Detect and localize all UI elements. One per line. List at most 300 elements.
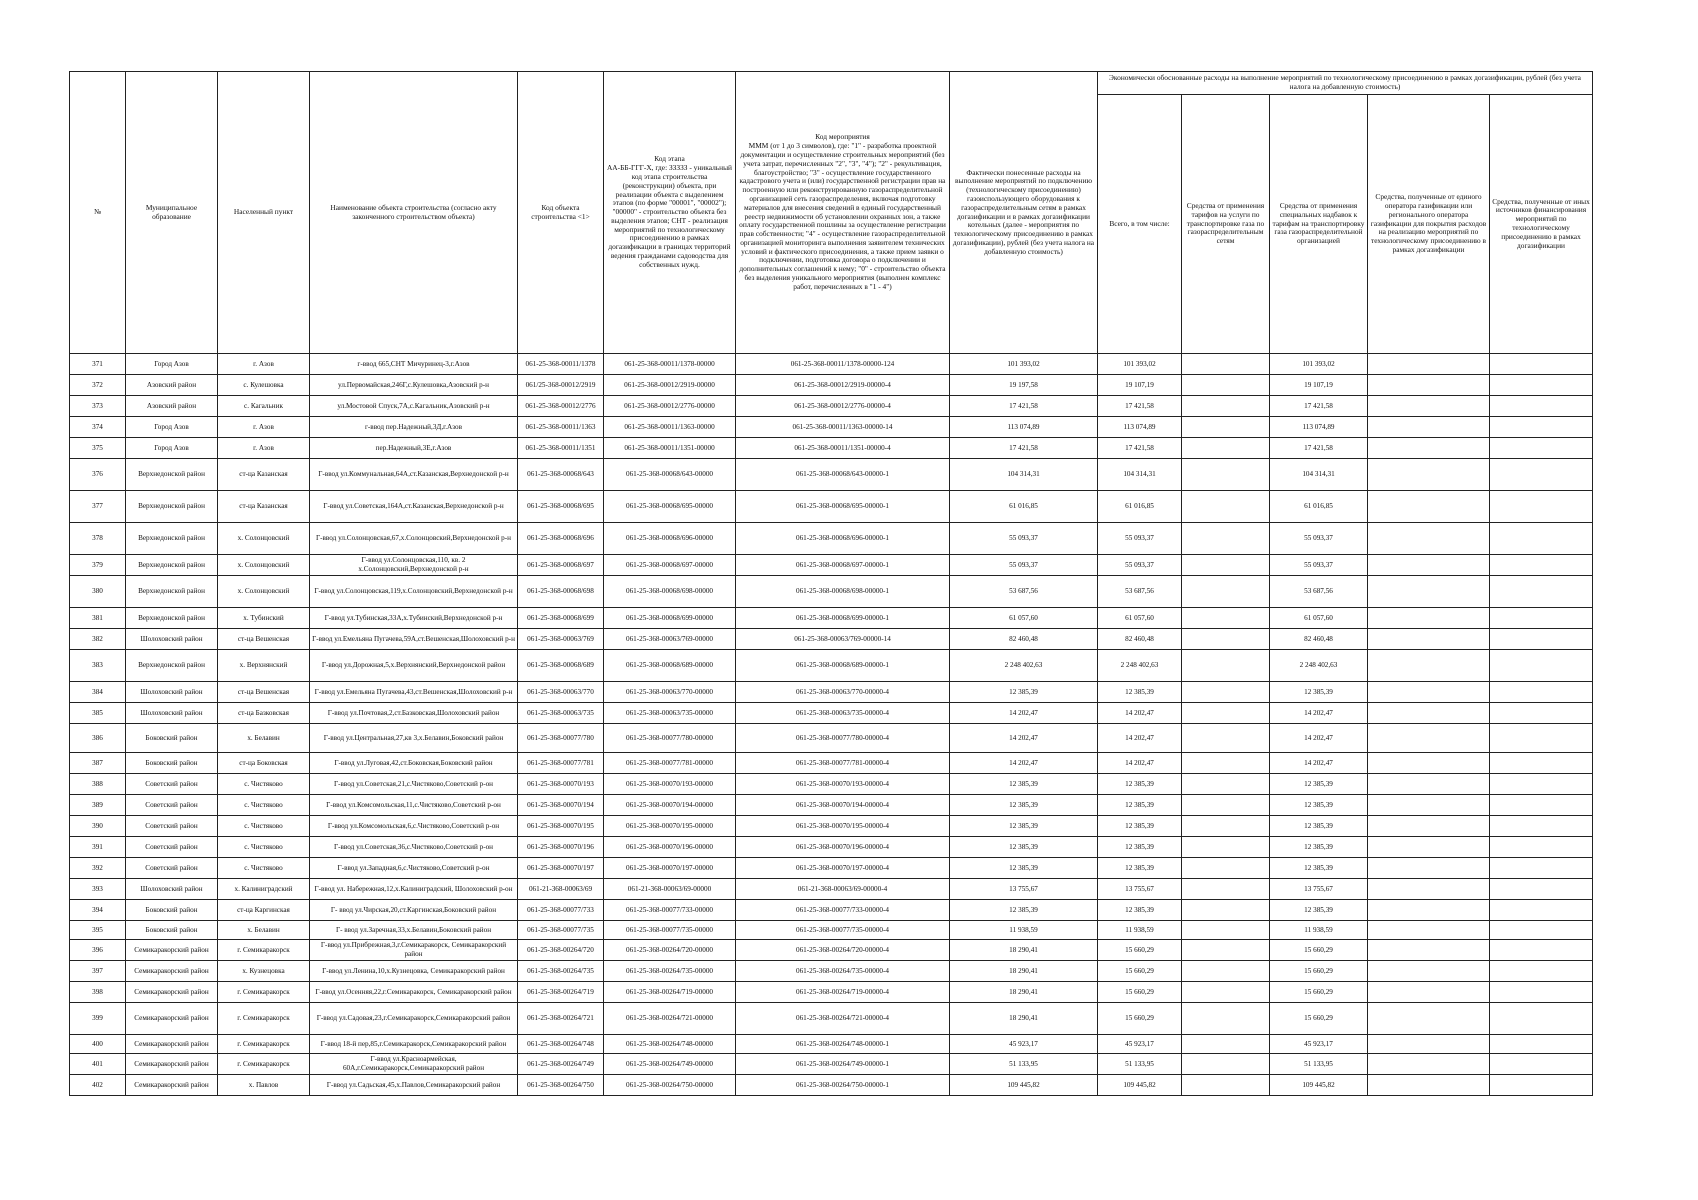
total-cell: 12 385,39 [1098, 682, 1182, 703]
total-cell: 15 660,29 [1098, 982, 1182, 1003]
actual-costs-cell: 14 202,47 [950, 703, 1098, 724]
row-number: 396 [70, 940, 126, 961]
operator-funds-cell [1368, 940, 1490, 961]
object-code-cell: 061-25-368-00077/735 [518, 921, 604, 940]
table-row [70, 816, 1593, 837]
transport-tariffs-cell [1182, 576, 1270, 608]
table-row [70, 900, 1593, 921]
total-cell: 61 016,85 [1098, 491, 1182, 523]
stage-code-cell: 061-21-368-00063/69-00000 [604, 879, 736, 900]
object-code-cell: 061-25-368-00068/695 [518, 491, 604, 523]
object-name-cell: ул.Первомайская,246Г,с.Кулешовка,Азовский р-н [310, 375, 518, 396]
total-cell: 101 393,02 [1098, 354, 1182, 375]
municipality-cell: Верхнедонской район [126, 608, 218, 629]
total-cell: 12 385,39 [1098, 858, 1182, 879]
actual-costs-cell: 14 202,47 [950, 753, 1098, 774]
municipality-cell: Шолоховский район [126, 879, 218, 900]
transport-tariffs-cell [1182, 396, 1270, 417]
table-row [70, 354, 1593, 375]
actual-costs-cell: 18 290,41 [950, 940, 1098, 961]
object-name-cell: Г-ввод ул.Садьская,45,х.Павлов,Семикаракорский район [310, 1075, 518, 1096]
municipality-cell: Боковский район [126, 724, 218, 753]
object-code-cell: 061-25-368-00264/749 [518, 1054, 604, 1075]
header-locality: Населенный пункт [218, 72, 310, 354]
row-number: 393 [70, 879, 126, 900]
operator-funds-cell [1368, 753, 1490, 774]
event-code-cell: 061-25-368-00068/695-00000-1 [736, 491, 950, 523]
row-number: 397 [70, 961, 126, 982]
stage-code-cell: 061-25-368-00011/1378-00000 [604, 354, 736, 375]
event-code-cell: 061-25-368-00264/748-00000-1 [736, 1035, 950, 1054]
object-code-cell: 061-25-368-00063/735 [518, 703, 604, 724]
object-name-cell: Г-ввод ул.Западная,6,с.Чистяково,Советский р-он [310, 858, 518, 879]
stage-code-cell: 061-25-368-00264/750-00000 [604, 1075, 736, 1096]
table-row [70, 940, 1593, 961]
transport-tariffs-cell [1182, 650, 1270, 682]
special-surcharges-cell: 12 385,39 [1270, 900, 1368, 921]
stage-code-cell: 061-25-368-00012/2776-00000 [604, 396, 736, 417]
stage-code-cell: 061-25-368-00077/735-00000 [604, 921, 736, 940]
object-name-cell: Г- ввод ул.Чирская,20,ст.Каргинская,Боковский район [310, 900, 518, 921]
object-code-cell: 061-25-368-00077/781 [518, 753, 604, 774]
operator-funds-cell [1368, 459, 1490, 491]
locality-cell: с. Чистяково [218, 837, 310, 858]
municipality-cell: Верхнедонской район [126, 576, 218, 608]
other-sources-cell [1490, 879, 1593, 900]
transport-tariffs-cell [1182, 774, 1270, 795]
other-sources-cell [1490, 982, 1593, 1003]
operator-funds-cell [1368, 354, 1490, 375]
municipality-cell: Город Азов [126, 354, 218, 375]
object-name-cell: Г-ввод ул.Коммунальная,64А,ст.Казанская,Верхнедонской р-н [310, 459, 518, 491]
event-code-cell: 061-25-368-00070/194-00000-4 [736, 795, 950, 816]
total-cell: 15 660,29 [1098, 1003, 1182, 1035]
special-surcharges-cell: 12 385,39 [1270, 774, 1368, 795]
locality-cell: г. Семикаракорск [218, 1054, 310, 1075]
transport-tariffs-cell [1182, 982, 1270, 1003]
row-number: 390 [70, 816, 126, 837]
other-sources-cell [1490, 1075, 1593, 1096]
event-code-cell: 061-25-368-00063/769-00000-14 [736, 629, 950, 650]
municipality-cell: Шолоховский район [126, 703, 218, 724]
actual-costs-cell: 61 057,60 [950, 608, 1098, 629]
total-cell: 14 202,47 [1098, 753, 1182, 774]
object-code-cell: 061-25-368-00068/643 [518, 459, 604, 491]
operator-funds-cell [1368, 1035, 1490, 1054]
transport-tariffs-cell [1182, 682, 1270, 703]
object-code-cell: 061-25-368-00264/720 [518, 940, 604, 961]
total-cell: 19 107,19 [1098, 375, 1182, 396]
object-name-cell: Г-ввод ул.Емельяна Пугачева,43,ст.Вешенская,Шолоховский р-н [310, 682, 518, 703]
stage-code-cell: 061-25-368-00264/735-00000 [604, 961, 736, 982]
municipality-cell: Верхнедонской район [126, 650, 218, 682]
operator-funds-cell [1368, 982, 1490, 1003]
actual-costs-cell: 12 385,39 [950, 837, 1098, 858]
other-sources-cell [1490, 491, 1593, 523]
other-sources-cell [1490, 354, 1593, 375]
actual-costs-cell: 109 445,82 [950, 1075, 1098, 1096]
table-row [70, 417, 1593, 438]
event-code-cell: 061-25-368-00264/750-00000-1 [736, 1075, 950, 1096]
transport-tariffs-cell [1182, 900, 1270, 921]
table-row [70, 703, 1593, 724]
table-row [70, 576, 1593, 608]
operator-funds-cell [1368, 795, 1490, 816]
locality-cell: х. Белавин [218, 921, 310, 940]
municipality-cell: Советский район [126, 858, 218, 879]
transport-tariffs-cell [1182, 417, 1270, 438]
municipality-cell: Верхнедонской район [126, 459, 218, 491]
stage-code-cell: 061-25-368-00068/698-00000 [604, 576, 736, 608]
municipality-cell: Семикаракорский район [126, 1035, 218, 1054]
object-name-cell: Г-ввод ул.Луговая,42,ст.Боковская,Боковский район [310, 753, 518, 774]
locality-cell: ст-ца Вешенская [218, 682, 310, 703]
row-number: 373 [70, 396, 126, 417]
total-cell: 55 093,37 [1098, 555, 1182, 576]
object-name-cell: Г-ввод ул.Прибрежная,3,г.Семикаракорск, Семикаракорский район [310, 940, 518, 961]
row-number: 378 [70, 523, 126, 555]
object-code-cell: 061-25-368-00264/735 [518, 961, 604, 982]
object-code-cell: 061-25-368-00070/195 [518, 816, 604, 837]
special-surcharges-cell: 53 687,56 [1270, 576, 1368, 608]
special-surcharges-cell: 13 755,67 [1270, 879, 1368, 900]
other-sources-cell [1490, 682, 1593, 703]
operator-funds-cell [1368, 879, 1490, 900]
actual-costs-cell: 61 016,85 [950, 491, 1098, 523]
stage-code-cell: 061-25-368-00077/781-00000 [604, 753, 736, 774]
header-object-code: Код объекта строительства <1> [518, 72, 604, 354]
locality-cell: х. Калиниградский [218, 879, 310, 900]
special-surcharges-cell: 2 248 402,63 [1270, 650, 1368, 682]
special-surcharges-cell: 51 133,95 [1270, 1054, 1368, 1075]
other-sources-cell [1490, 1003, 1593, 1035]
operator-funds-cell [1368, 650, 1490, 682]
operator-funds-cell [1368, 438, 1490, 459]
transport-tariffs-cell [1182, 491, 1270, 523]
row-number: 380 [70, 576, 126, 608]
actual-costs-cell: 18 290,41 [950, 1003, 1098, 1035]
special-surcharges-cell: 12 385,39 [1270, 816, 1368, 837]
total-cell: 53 687,56 [1098, 576, 1182, 608]
total-cell: 55 093,37 [1098, 523, 1182, 555]
special-surcharges-cell: 12 385,39 [1270, 837, 1368, 858]
operator-funds-cell [1368, 703, 1490, 724]
actual-costs-cell: 104 314,31 [950, 459, 1098, 491]
object-code-cell: 061-25-368-00070/194 [518, 795, 604, 816]
row-number: 398 [70, 982, 126, 1003]
stage-code-cell: 061-25-368-00264/721-00000 [604, 1003, 736, 1035]
special-surcharges-cell: 15 660,29 [1270, 961, 1368, 982]
header-other-sources: Средства, полученные от иных источников финансирования мероприятий по технологическому присоединению в рамках догазификации [1490, 95, 1593, 354]
row-number: 371 [70, 354, 126, 375]
operator-funds-cell [1368, 417, 1490, 438]
municipality-cell: Верхнедонской район [126, 555, 218, 576]
object-name-cell: Г-ввод ул.Осенняя,22,г.Семикаракорск, Семикаракорский район [310, 982, 518, 1003]
locality-cell: ст-ца Казанская [218, 491, 310, 523]
stage-code-cell: 061-25-368-00070/196-00000 [604, 837, 736, 858]
object-name-cell: Г-ввод ул.Советская,36,с.Чистяково,Советский р-он [310, 837, 518, 858]
operator-funds-cell [1368, 608, 1490, 629]
transport-tariffs-cell [1182, 375, 1270, 396]
operator-funds-cell [1368, 724, 1490, 753]
table-row [70, 629, 1593, 650]
object-name-cell: Г-ввод ул.Комсомольская,11,с.Чистяково,Советский р-он [310, 795, 518, 816]
row-number: 381 [70, 608, 126, 629]
actual-costs-cell: 18 290,41 [950, 961, 1098, 982]
object-code-cell: 061-25-368-00068/697 [518, 555, 604, 576]
locality-cell: с. Чистяково [218, 858, 310, 879]
special-surcharges-cell: 45 923,17 [1270, 1035, 1368, 1054]
locality-cell: г. Семикаракорск [218, 1003, 310, 1035]
other-sources-cell [1490, 921, 1593, 940]
transport-tariffs-cell [1182, 961, 1270, 982]
object-name-cell: Г-ввод ул.Садовая,23,г.Семикаракорск,Семикаракорский район [310, 1003, 518, 1035]
total-cell: 14 202,47 [1098, 703, 1182, 724]
municipality-cell: Азовский район [126, 396, 218, 417]
total-cell: 15 660,29 [1098, 940, 1182, 961]
operator-funds-cell [1368, 921, 1490, 940]
stage-code-cell: 061-25-368-00070/193-00000 [604, 774, 736, 795]
actual-costs-cell: 2 248 402,63 [950, 650, 1098, 682]
total-cell: 45 923,17 [1098, 1035, 1182, 1054]
other-sources-cell [1490, 774, 1593, 795]
total-cell: 17 421,58 [1098, 438, 1182, 459]
operator-funds-cell [1368, 1054, 1490, 1075]
other-sources-cell [1490, 703, 1593, 724]
transport-tariffs-cell [1182, 608, 1270, 629]
event-code-cell: 061-21-368-00063/69-00000-4 [736, 879, 950, 900]
total-cell: 113 074,89 [1098, 417, 1182, 438]
header-stage-code: Код этапа АА-ББ-ГГГ-Х, где: ЗЗЗЗЗ - уникальный код этапа строительства (реконструкции) объекта, при реализации объекта с выделением этапов (по форме "00001", "00002"); "00000" - строительство объекта без выделения этапов; СНТ - реализация мероприятий по технологическому присоединению в рамках догазификации в границах территорий ведения гражданами садоводства для собственных нужд. [604, 72, 736, 354]
special-surcharges-cell: 104 314,31 [1270, 459, 1368, 491]
object-code-cell: 061-21-368-00063/69 [518, 879, 604, 900]
table-row [70, 858, 1593, 879]
transport-tariffs-cell [1182, 438, 1270, 459]
municipality-cell: Боковский район [126, 921, 218, 940]
object-name-cell: г-ввод пер.Надежный,3Д,г.Азов [310, 417, 518, 438]
operator-funds-cell [1368, 523, 1490, 555]
other-sources-cell [1490, 523, 1593, 555]
special-surcharges-cell: 61 016,85 [1270, 491, 1368, 523]
total-cell: 12 385,39 [1098, 816, 1182, 837]
municipality-cell: Шолоховский район [126, 629, 218, 650]
total-cell: 2 248 402,63 [1098, 650, 1182, 682]
transport-tariffs-cell [1182, 724, 1270, 753]
other-sources-cell [1490, 417, 1593, 438]
row-number: 375 [70, 438, 126, 459]
row-number: 379 [70, 555, 126, 576]
municipality-cell: Советский район [126, 816, 218, 837]
stage-code-cell: 061-25-368-00068/697-00000 [604, 555, 736, 576]
event-code-cell: 061-25-368-00264/749-00000-1 [736, 1054, 950, 1075]
transport-tariffs-cell [1182, 1075, 1270, 1096]
stage-code-cell: 061-25-368-00070/194-00000 [604, 795, 736, 816]
special-surcharges-cell: 14 202,47 [1270, 753, 1368, 774]
event-code-cell: 061-25-368-00264/720-00000-4 [736, 940, 950, 961]
event-code-cell: 061-25-368-00011/1378-00000-124 [736, 354, 950, 375]
object-code-cell: 061-25-368-00070/196 [518, 837, 604, 858]
event-code-cell: 061-25-368-00077/735-00000-4 [736, 921, 950, 940]
table-row [70, 1054, 1593, 1075]
actual-costs-cell: 55 093,37 [950, 555, 1098, 576]
locality-cell: г. Семикаракорск [218, 982, 310, 1003]
locality-cell: ст-ца Казанская [218, 459, 310, 491]
transport-tariffs-cell [1182, 795, 1270, 816]
header-object-name: Наименование объекта строительства (согласно акту законченного строительством объекта) [310, 72, 518, 354]
event-code-cell: 061-25-368-00012/2776-00000-4 [736, 396, 950, 417]
event-code-cell: 061-25-368-00264/735-00000-4 [736, 961, 950, 982]
total-cell: 82 460,48 [1098, 629, 1182, 650]
object-code-cell: 061-25-368-00063/770 [518, 682, 604, 703]
table-row [70, 724, 1593, 753]
row-number: 400 [70, 1035, 126, 1054]
stage-code-cell: 061-25-368-00063/769-00000 [604, 629, 736, 650]
municipality-cell: Семикаракорский район [126, 982, 218, 1003]
object-name-cell: Г-ввод ул.Солонцовская,119,х.Солонцовский,Верхнедонской р-н [310, 576, 518, 608]
total-cell: 109 445,82 [1098, 1075, 1182, 1096]
other-sources-cell [1490, 396, 1593, 417]
locality-cell: г. Азов [218, 417, 310, 438]
municipality-cell: Город Азов [126, 438, 218, 459]
object-name-cell: Г-ввод ул.Советская,21,с.Чистяково,Советский р-он [310, 774, 518, 795]
locality-cell: ст-ца Боковская [218, 753, 310, 774]
locality-cell: х. Солонцовский [218, 523, 310, 555]
special-surcharges-cell: 15 660,29 [1270, 982, 1368, 1003]
actual-costs-cell: 12 385,39 [950, 795, 1098, 816]
actual-costs-cell: 19 197,58 [950, 375, 1098, 396]
object-name-cell: Г-ввод ул.Емельяна Пугачева,59А,ст.Вешенская,Шолоховский р-н [310, 629, 518, 650]
row-number: 394 [70, 900, 126, 921]
object-name-cell: г-ввод 665,СНТ Мичуринец-3,г.Азов [310, 354, 518, 375]
actual-costs-cell: 13 755,67 [950, 879, 1098, 900]
special-surcharges-cell: 101 393,02 [1270, 354, 1368, 375]
object-code-cell: 061-25-368-00070/197 [518, 858, 604, 879]
special-surcharges-cell: 19 107,19 [1270, 375, 1368, 396]
other-sources-cell [1490, 795, 1593, 816]
object-name-cell: Г-ввод ул.Почтовая,2,ст.Базковская,Шолоховский район [310, 703, 518, 724]
special-surcharges-cell: 15 660,29 [1270, 940, 1368, 961]
municipality-cell: Семикаракорский район [126, 1075, 218, 1096]
row-number: 402 [70, 1075, 126, 1096]
locality-cell: х. Павлов [218, 1075, 310, 1096]
event-code-cell: 061-25-368-00077/733-00000-4 [736, 900, 950, 921]
event-code-cell: 061-25-368-00063/735-00000-4 [736, 703, 950, 724]
event-code-cell: 061-25-368-00011/1351-00000-4 [736, 438, 950, 459]
operator-funds-cell [1368, 816, 1490, 837]
locality-cell: ст-ца Базковская [218, 703, 310, 724]
object-code-cell: 061-25-368-00063/769 [518, 629, 604, 650]
transport-tariffs-cell [1182, 703, 1270, 724]
stage-code-cell: 061-25-368-00264/748-00000 [604, 1035, 736, 1054]
stage-code-cell: 061-25-368-00264/720-00000 [604, 940, 736, 961]
object-code-cell: 061-25-368-00068/696 [518, 523, 604, 555]
object-name-cell: ул.Мостовой Спуск,7А,с.Кагальник,Азовский р-н [310, 396, 518, 417]
operator-funds-cell [1368, 375, 1490, 396]
stage-code-cell: 061-25-368-00068/696-00000 [604, 523, 736, 555]
stage-code-cell: 061-25-368-00068/695-00000 [604, 491, 736, 523]
row-number: 372 [70, 375, 126, 396]
table-row [70, 774, 1593, 795]
object-name-cell: Г-ввод 18-й пер,85,г.Семикаракорск,Семикаракорский район [310, 1035, 518, 1054]
operator-funds-cell [1368, 858, 1490, 879]
row-number: 377 [70, 491, 126, 523]
stage-code-cell: 061-25-368-00068/689-00000 [604, 650, 736, 682]
stage-code-cell: 061-25-368-00077/733-00000 [604, 900, 736, 921]
row-number: 399 [70, 1003, 126, 1035]
locality-cell: х. Кузнецовка [218, 961, 310, 982]
table-row [70, 1003, 1593, 1035]
locality-cell: ст-ца Вешенская [218, 629, 310, 650]
transport-tariffs-cell [1182, 523, 1270, 555]
transport-tariffs-cell [1182, 816, 1270, 837]
table-row [70, 438, 1593, 459]
header-municipality: Муниципальное образование [126, 72, 218, 354]
object-name-cell: Г-ввод ул.Солонцовская,110, кв. 2 х.Солонцовский,Верхнедонской р-н [310, 555, 518, 576]
actual-costs-cell: 14 202,47 [950, 724, 1098, 753]
other-sources-cell [1490, 608, 1593, 629]
actual-costs-cell: 101 393,02 [950, 354, 1098, 375]
object-name-cell: Г-ввод ул.Ленина,10,х.Кузнецовка, Семикаракорский район [310, 961, 518, 982]
table-row [70, 608, 1593, 629]
total-cell: 15 660,29 [1098, 961, 1182, 982]
stage-code-cell: 061-25-368-00011/1351-00000 [604, 438, 736, 459]
special-surcharges-cell: 12 385,39 [1270, 682, 1368, 703]
row-number: 386 [70, 724, 126, 753]
total-cell: 104 314,31 [1098, 459, 1182, 491]
event-code-cell: 061-25-368-00068/643-00000-1 [736, 459, 950, 491]
table-row [70, 459, 1593, 491]
locality-cell: х. Белавин [218, 724, 310, 753]
transport-tariffs-cell [1182, 858, 1270, 879]
object-name-cell: Г-ввод ул.Красноармейская, 60А,г.Семикаракорск,Семикаракорский район [310, 1054, 518, 1075]
locality-cell: ст-ца Каргинская [218, 900, 310, 921]
other-sources-cell [1490, 753, 1593, 774]
operator-funds-cell [1368, 555, 1490, 576]
operator-funds-cell [1368, 396, 1490, 417]
municipality-cell: Советский район [126, 774, 218, 795]
object-code-cell: 061-25-368-00077/780 [518, 724, 604, 753]
municipality-cell: Боковский район [126, 900, 218, 921]
table-row [70, 921, 1593, 940]
row-number: 387 [70, 753, 126, 774]
stage-code-cell: 061-25-368-00077/780-00000 [604, 724, 736, 753]
event-code-cell: 061-25-368-00264/721-00000-4 [736, 1003, 950, 1035]
municipality-cell: Азовский район [126, 375, 218, 396]
transport-tariffs-cell [1182, 555, 1270, 576]
other-sources-cell [1490, 724, 1593, 753]
object-name-cell: Г-ввод ул.Тубинская,33А,х.Тубинский,Верхнедонской р-н [310, 608, 518, 629]
row-number: 376 [70, 459, 126, 491]
operator-funds-cell [1368, 682, 1490, 703]
table-row [70, 1035, 1593, 1054]
other-sources-cell [1490, 576, 1593, 608]
operator-funds-cell [1368, 961, 1490, 982]
object-name-cell: Г-ввод ул. Набережная,12,х.Калиниградский, Шолоховский р-он [310, 879, 518, 900]
transport-tariffs-cell [1182, 629, 1270, 650]
other-sources-cell [1490, 438, 1593, 459]
other-sources-cell [1490, 940, 1593, 961]
object-code-cell: 061-25-368-00011/1351 [518, 438, 604, 459]
object-name-cell: Г- ввод ул.Заречная,33,х.Белавин,Боковский район [310, 921, 518, 940]
transport-tariffs-cell [1182, 879, 1270, 900]
table-row [70, 753, 1593, 774]
object-code-cell: 061/25-368-00012/2919 [518, 375, 604, 396]
other-sources-cell [1490, 816, 1593, 837]
special-surcharges-cell: 11 938,59 [1270, 921, 1368, 940]
stage-code-cell: 061-25-368-00264/749-00000 [604, 1054, 736, 1075]
actual-costs-cell: 45 923,17 [950, 1035, 1098, 1054]
municipality-cell: Верхнедонской район [126, 491, 218, 523]
